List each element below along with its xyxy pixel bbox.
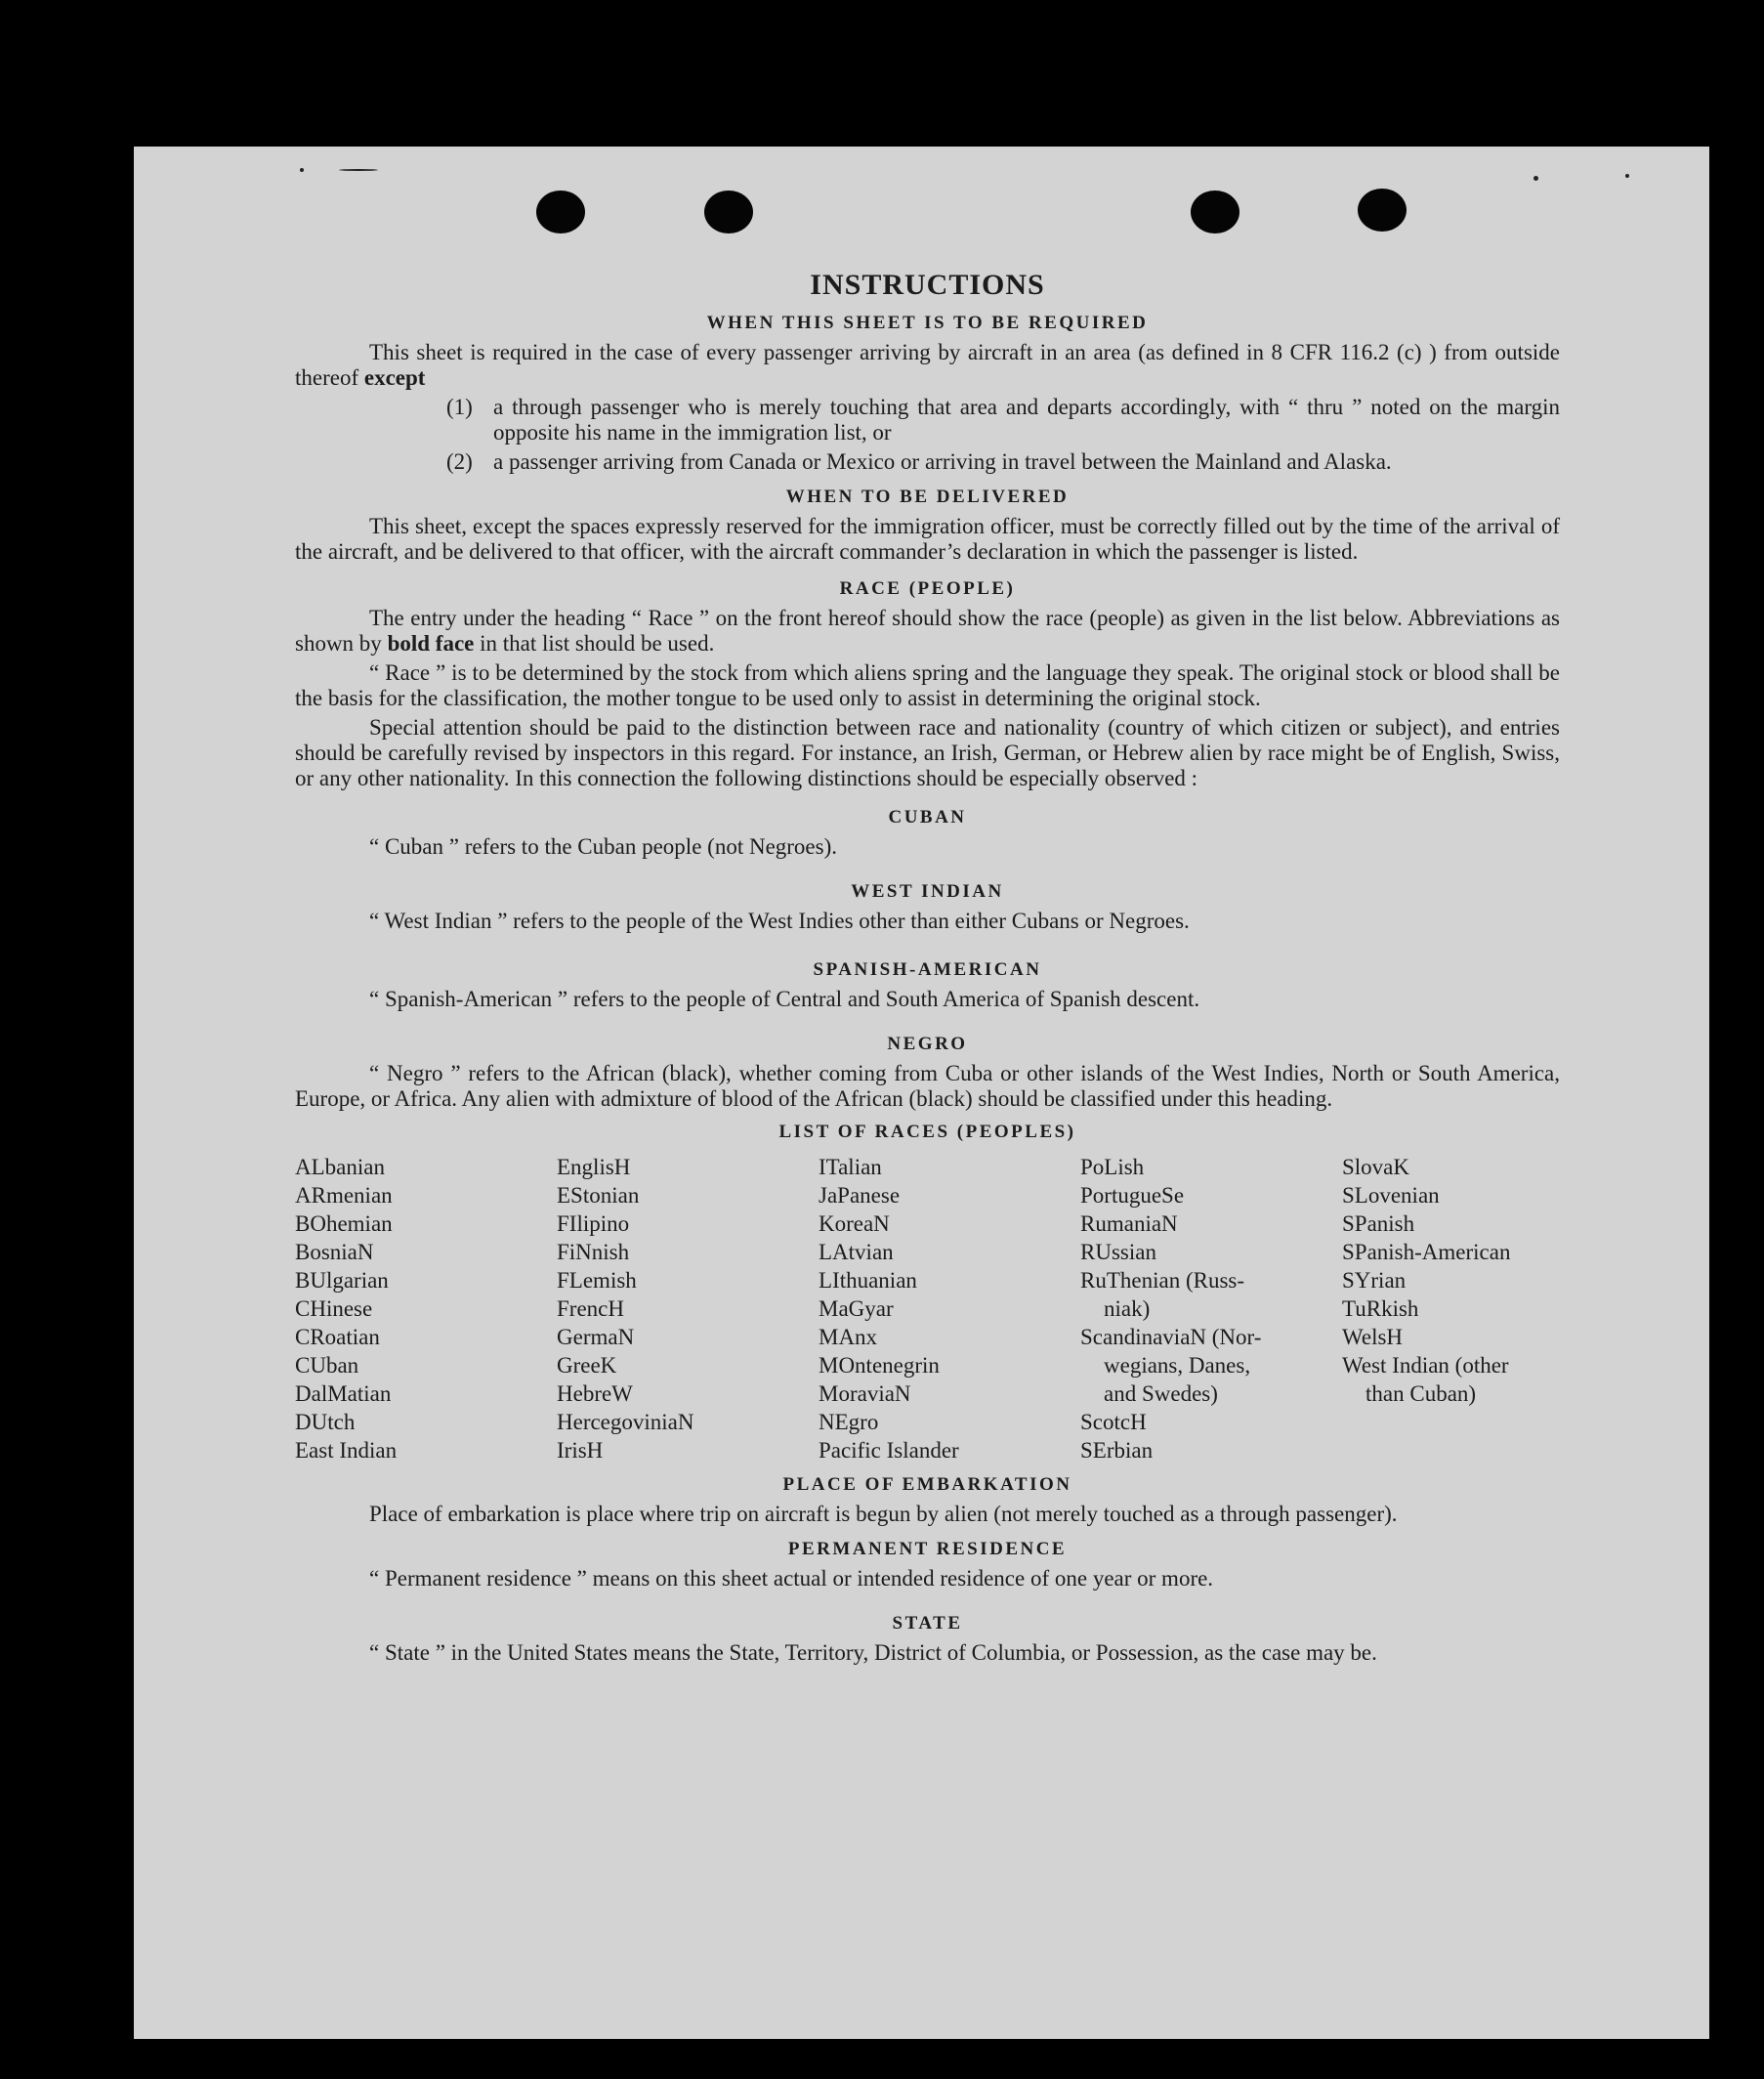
instructions-content bbox=[295, 266, 1560, 1666]
race-entry: ScotcH bbox=[1080, 1410, 1147, 1434]
section-heading: RACE (PEOPLE) bbox=[839, 578, 1016, 599]
speck bbox=[339, 169, 378, 171]
race-entry: CUban bbox=[295, 1353, 359, 1378]
paragraph: Place of embarkation is place where trip on aircraft is begun by alien (not merely touched as a through passenger). bbox=[369, 1502, 1398, 1526]
speck bbox=[1625, 174, 1629, 178]
page-title: INSTRUCTIONS bbox=[810, 269, 1045, 301]
race-entry: ITalian bbox=[819, 1155, 882, 1179]
section-heading: PERMANENT RESIDENCE bbox=[787, 1539, 1068, 1559]
race-entry: FIlipino bbox=[557, 1211, 630, 1236]
speck bbox=[1533, 176, 1538, 181]
race-entry: DUtch bbox=[295, 1410, 356, 1434]
paragraph: “ Spanish-American ” refers to the people of Central and South America of Spanish descent. bbox=[369, 987, 1200, 1011]
race-entry: PortugueSe bbox=[1080, 1183, 1185, 1208]
race-entry: SLovenian bbox=[1342, 1183, 1440, 1208]
race-entry: East Indian bbox=[295, 1438, 398, 1463]
section-heading: NEGRO bbox=[887, 1034, 968, 1054]
race-entry: RumaniaN bbox=[1080, 1211, 1178, 1236]
race-entry: CRoatian bbox=[295, 1325, 380, 1349]
race-entry: Pacific Islander bbox=[819, 1438, 959, 1463]
section-heading: CUBAN bbox=[888, 807, 967, 827]
race-entry: EnglisH bbox=[557, 1155, 631, 1179]
section-heading: STATE bbox=[892, 1613, 963, 1634]
list-item: (2) a passenger arriving from Canada or Mexico or arriving in travel between the Mainland and Alaska. bbox=[446, 449, 1392, 474]
race-entry: and Swedes) bbox=[1104, 1381, 1218, 1406]
race-entry: FLemish bbox=[557, 1268, 637, 1293]
race-entry: SYrian bbox=[1342, 1268, 1407, 1293]
race-entry: MoraviaN bbox=[819, 1381, 911, 1406]
races-column bbox=[819, 1153, 1080, 1464]
race-entry: BOhemian bbox=[295, 1211, 393, 1236]
section-heading: WHEN TO BE DELIVERED bbox=[785, 487, 1070, 507]
paragraph: This sheet, except the spaces expressly reserved for the immigration officer, must be correctly filled out by the time of the arrival of the aircraft, and be delivered to that officer, with the aircraft commander’s declaration in which the passenger is listed. bbox=[295, 514, 1560, 564]
race-entry: KoreaN bbox=[819, 1211, 890, 1236]
paragraph: Special attention should be paid to the distinction between race and nationality (country of which citizen or subject), and entries should be carefully revised by inspectors in this regard. For instance, an Irish, German, or Hebrew alien by race might be of English, Swiss, or any other nationality. In this connection the following distinctions should be especially observed : bbox=[295, 715, 1560, 790]
paragraph: The entry under the heading “ Race ” on the front hereof should show the race (people) as given in the list below. Abbreviations as shown by bold face in that list should be used. bbox=[295, 606, 1560, 656]
race-entry: RUssian bbox=[1080, 1240, 1156, 1264]
race-entry: NEgro bbox=[819, 1410, 879, 1434]
paragraph: This sheet is required in the case of every passenger arriving by aircraft in an area (as defined in 8 CFR 116.2 (c) ) from outside thereof except bbox=[295, 340, 1560, 390]
speck bbox=[300, 168, 304, 172]
race-entry: ScandinaviaN (Nor- bbox=[1080, 1325, 1262, 1349]
section-heading: LIST OF RACES (PEOPLES) bbox=[778, 1122, 1076, 1142]
race-entry: MOntenegrin bbox=[819, 1353, 940, 1378]
races-column bbox=[295, 1153, 557, 1464]
race-entry: than Cuban) bbox=[1365, 1381, 1477, 1406]
race-entry: ALbanian bbox=[295, 1155, 385, 1179]
race-entry: ARmenian bbox=[295, 1183, 393, 1208]
race-entry: BosniaN bbox=[295, 1240, 374, 1264]
race-entry: JaPanese bbox=[819, 1183, 901, 1208]
paragraph: “ Negro ” refers to the African (black), whether coming from Cuba or other islands of the West Indies, North or South America, Europe, or Africa. Any alien with admixture of blood of the African (black) should be classified under this heading. bbox=[295, 1061, 1560, 1111]
race-entry: West Indian (other bbox=[1342, 1353, 1509, 1378]
race-entry: FrencH bbox=[557, 1296, 624, 1321]
race-entry: SErbian bbox=[1080, 1438, 1154, 1463]
races-column bbox=[1080, 1153, 1342, 1464]
race-entry: MaGyar bbox=[819, 1296, 894, 1321]
race-entry: CHinese bbox=[295, 1296, 373, 1321]
paragraph: “ Cuban ” refers to the Cuban people (not Negroes). bbox=[369, 834, 838, 859]
race-entry: BUlgarian bbox=[295, 1268, 389, 1293]
races-column bbox=[557, 1153, 819, 1464]
section-heading: WEST INDIAN bbox=[851, 881, 1004, 902]
paragraph: “ West Indian ” refers to the people of the West Indies other than either Cubans or Negroes. bbox=[369, 909, 1190, 933]
race-entry: niak) bbox=[1104, 1296, 1151, 1321]
races-list bbox=[295, 1153, 1560, 1464]
race-entry: wegians, Danes, bbox=[1104, 1353, 1251, 1378]
race-entry: PoLish bbox=[1080, 1155, 1145, 1179]
section-heading: SPANISH-AMERICAN bbox=[813, 959, 1042, 980]
race-entry: SPanish bbox=[1342, 1211, 1415, 1236]
race-entry: HebreW bbox=[557, 1381, 633, 1406]
punch-hole bbox=[536, 191, 585, 233]
race-entry: WelsH bbox=[1342, 1325, 1404, 1349]
race-entry: SPanish-American bbox=[1342, 1240, 1511, 1264]
race-entry: HercegoviniaN bbox=[557, 1410, 694, 1434]
race-entry: FiNnish bbox=[557, 1240, 630, 1264]
race-entry: DalMatian bbox=[295, 1381, 392, 1406]
races-column bbox=[1342, 1153, 1557, 1464]
paragraph: “ State ” in the United States means the State, Territory, District of Columbia, or Possession, as the case may be. bbox=[369, 1640, 1377, 1665]
race-entry: MAnx bbox=[819, 1325, 878, 1349]
race-entry: LIthuanian bbox=[819, 1268, 917, 1293]
punch-hole bbox=[704, 191, 753, 233]
section-heading: WHEN THIS SHEET IS TO BE REQUIRED bbox=[706, 313, 1149, 333]
punch-hole bbox=[1358, 189, 1407, 232]
list-item: (1) a through passenger who is merely touching that area and departs accordingly, with “ thru ” noted on the margin opposite his name in the immigration list, or bbox=[446, 395, 1560, 445]
paragraph: “ Permanent residence ” means on this sheet actual or intended residence of one year or more. bbox=[369, 1566, 1214, 1591]
race-entry: GermaN bbox=[557, 1325, 635, 1349]
race-entry: TuRkish bbox=[1342, 1296, 1419, 1321]
paragraph: “ Race ” is to be determined by the stock from which aliens spring and the language they speak. The original stock or blood shall be the basis for the classification, the mother tongue to be used only to assist in determining the original stock. bbox=[295, 660, 1560, 710]
race-entry: IrisH bbox=[557, 1438, 604, 1463]
punch-hole bbox=[1191, 191, 1239, 233]
race-entry: EStonian bbox=[557, 1183, 640, 1208]
section-heading: PLACE OF EMBARKATION bbox=[782, 1474, 1072, 1495]
race-entry: SlovaK bbox=[1342, 1155, 1409, 1179]
race-entry: GreeK bbox=[557, 1353, 617, 1378]
race-entry: LAtvian bbox=[819, 1240, 894, 1264]
race-entry: RuThenian (Russ- bbox=[1080, 1268, 1245, 1293]
document-sheet bbox=[134, 147, 1709, 2039]
